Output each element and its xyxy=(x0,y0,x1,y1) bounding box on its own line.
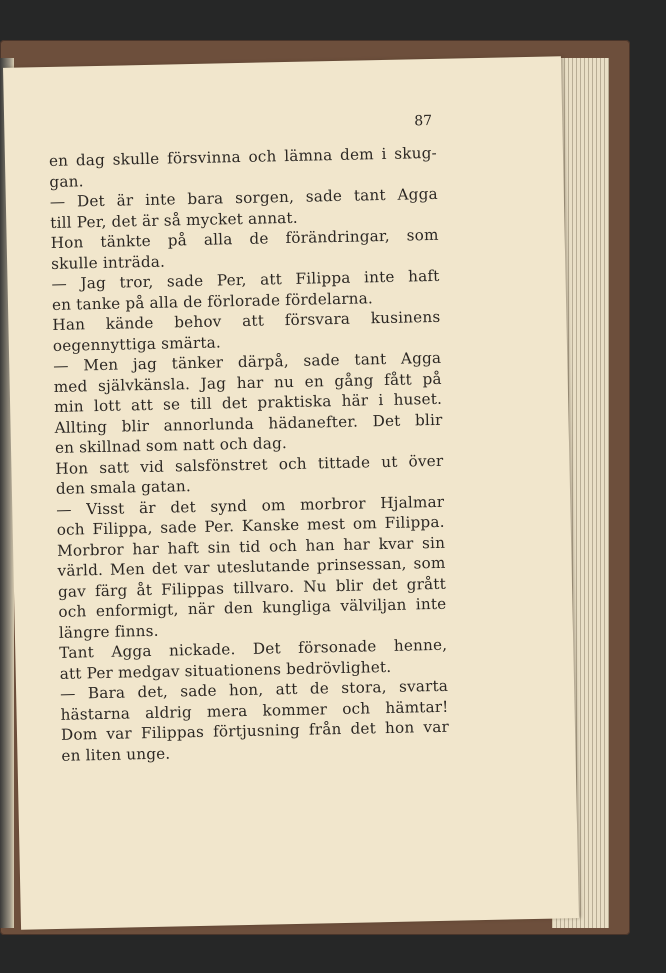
text-line: hästarna aldrig mera kommer och hämtar! xyxy=(60,697,449,724)
text-line: skulle inträda. xyxy=(50,252,166,273)
text-line: gan. xyxy=(49,171,84,191)
text-line: Hon tänkte på alla de förändringar, som xyxy=(50,225,439,252)
text-line: värld. Men det var uteslutande prinsessan, som xyxy=(57,553,446,580)
text-line: Tant Agga nickade. Det försonade henne, xyxy=(59,635,448,662)
text-line: längre finns. xyxy=(58,621,159,642)
text-line: med självkänsla. Jag har nu en gång fått på xyxy=(53,369,442,396)
text-line: en tanke på alla de förlorade fördelarna. xyxy=(51,288,374,314)
text-line: och Filippa, sade Per. Kanske mest om Filippa. xyxy=(56,512,445,539)
text-line: oegennyttiga smärta. xyxy=(52,332,222,355)
text-line: en dag skulle försvinna och lämna dem i skug- xyxy=(48,143,438,170)
text-line: — Bara det, sade hon, att de stora, svarta xyxy=(59,676,449,703)
book-page xyxy=(3,56,579,929)
text-line: — Det är inte bara sorgen, sade tant Agga xyxy=(49,184,438,211)
text-line: den smala gatan. xyxy=(55,477,192,498)
text-line: en skillnad som natt och dag. xyxy=(54,434,288,457)
text-line: Dom var Filippas förtjusning från det hon var xyxy=(60,717,450,744)
text-line: Morbror har haft sin tid och han har kvar sin xyxy=(56,533,446,560)
page-number: 87 xyxy=(414,112,433,130)
text-line: — Jag tror, sade Per, att Filippa inte haft xyxy=(51,266,440,293)
text-line: en liten unge. xyxy=(61,744,171,765)
text-line: min lott att se till det praktiska här i huset. xyxy=(53,389,443,416)
text-line: att Per medgav situationens bedrövlighet. xyxy=(59,657,392,683)
text-line: till Per, det är så mycket annat. xyxy=(50,208,298,232)
text-line: — Visst är det synd om morbror Hjalmar xyxy=(56,492,445,519)
page-text xyxy=(49,143,450,766)
text-line: och enformigt, när den kungliga välviljan inte xyxy=(58,594,447,621)
text-line: — Men jag tänker därpå, sade tant Agga xyxy=(53,348,442,375)
text-line: Allting blir annorlunda hädanefter. Det blir xyxy=(54,410,443,437)
text-line: gav färg åt Filippas tillvaro. Nu blir det grått xyxy=(57,574,447,601)
text-line: Han kände behov att försvara kusinens xyxy=(52,307,441,334)
text-line: Hon satt vid salsfönstret och tittade ut över xyxy=(55,451,444,478)
